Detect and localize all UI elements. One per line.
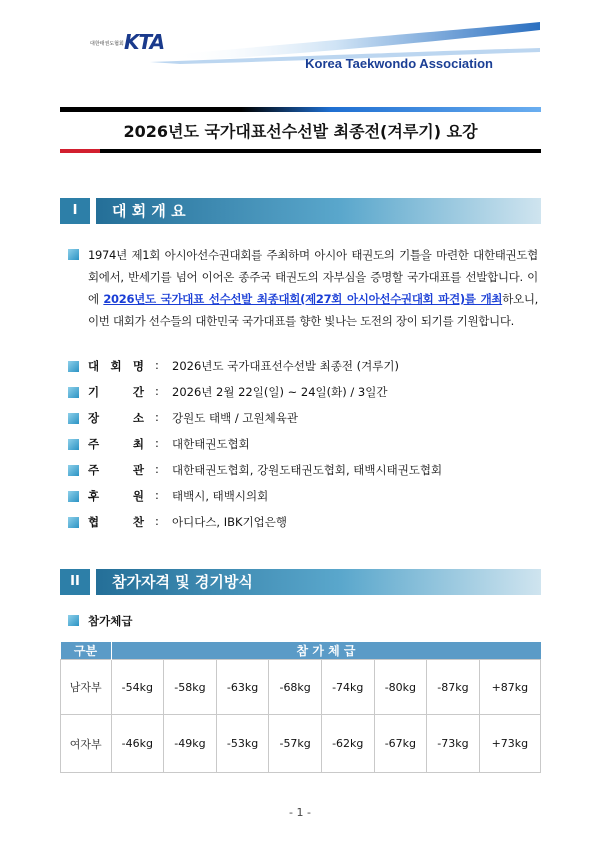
info-label	[88, 410, 144, 426]
info-label-char: 주	[88, 437, 100, 451]
weight-class-cell: -54kg	[111, 660, 164, 715]
weight-class-cell: -57kg	[269, 715, 322, 773]
bullet-icon	[68, 361, 79, 372]
info-value: 태백시, 태백시의회	[172, 489, 269, 503]
info-row	[0, 462, 600, 482]
info-row	[0, 514, 600, 534]
info-label-char: 주	[88, 463, 100, 477]
info-label-char: 장	[88, 411, 100, 425]
info-label-char: 관	[132, 463, 144, 477]
info-value: 강원도 태백 / 고원체육관	[172, 411, 298, 425]
weight-class-cell: -46kg	[111, 715, 164, 773]
info-colon: :	[155, 410, 159, 424]
bullet-icon	[68, 439, 79, 450]
weight-class-table	[60, 642, 541, 773]
weight-class-cell: -80kg	[374, 660, 427, 715]
weight-class-cell: -87kg	[427, 660, 480, 715]
intro-text-1: 1974년 제1회 아시아선수권대회를 주최하며 아시아 태권도의 기틀을 마련한 대한태권도협회에서, 반세기를 넘어 이어온 종주국 태권도의 자부심을 증명할 국가대표를 선발합니다. 이에	[88, 248, 538, 306]
info-colon: :	[155, 514, 159, 528]
info-value: 아디다스, IBK기업은행	[172, 515, 288, 529]
weight-class-cell: -58kg	[164, 660, 217, 715]
weight-class-cell: -74kg	[321, 660, 374, 715]
bullet-icon	[68, 517, 79, 528]
info-value: 2026년 2월 22일(일) ~ 24일(화) / 3일간	[172, 385, 388, 399]
info-label-char: 원	[132, 489, 144, 503]
info-label	[88, 488, 144, 504]
info-colon: :	[155, 384, 159, 398]
table-row	[61, 715, 541, 773]
bullet-icon	[68, 249, 79, 260]
kta-logo	[90, 30, 170, 58]
info-label-char: 후	[88, 489, 100, 503]
info-label-char: 간	[132, 385, 144, 399]
info-label-char: 회	[110, 359, 122, 373]
weight-class-cell: -49kg	[164, 715, 217, 773]
bullet-icon	[68, 491, 79, 502]
section-2-title: 참가자격 및 경기방식	[96, 569, 541, 595]
logo-text: KTA	[124, 30, 165, 54]
info-value: 2026년도 국가대표선수선발 최종전 (겨루기)	[172, 359, 399, 373]
table-header-classes: 참 가 체 급	[111, 642, 541, 660]
title-bottom-rule	[60, 149, 541, 153]
table-header-category: 구분	[61, 642, 112, 660]
bullet-icon	[68, 615, 79, 626]
info-colon: :	[155, 488, 159, 502]
page-number: - 1 -	[289, 806, 311, 819]
info-value: 대한태권도협회	[172, 437, 250, 451]
weight-class-cell: -67kg	[374, 715, 427, 773]
association-name: Korea Taekwondo Association	[305, 56, 493, 71]
intro-highlight: 2026년도 국가대표 선수선발 최종대회(제27회 아시아선수권대회 파견)를 개최	[103, 292, 503, 306]
info-row	[0, 410, 600, 430]
info-label-char: 소	[132, 411, 144, 425]
weight-class-cell: +87kg	[479, 660, 540, 715]
info-label-char: 기	[88, 385, 100, 399]
intro-paragraph	[88, 244, 538, 332]
info-colon: :	[155, 436, 159, 450]
section-2-number: II	[60, 569, 90, 595]
info-label	[88, 384, 144, 400]
info-label	[88, 462, 144, 478]
row-label: 여자부	[61, 715, 112, 773]
weight-class-cell: -73kg	[427, 715, 480, 773]
weight-class-cell: -68kg	[269, 660, 322, 715]
weight-class-cell: -63kg	[216, 660, 269, 715]
title-bottom-rule-accent	[60, 149, 100, 153]
info-row	[0, 384, 600, 404]
weight-class-cell: -53kg	[216, 715, 269, 773]
weight-class-cell: +73kg	[479, 715, 540, 773]
row-label: 남자부	[61, 660, 112, 715]
table-row	[61, 660, 541, 715]
section-1-title: 대 회 개 요	[96, 198, 541, 224]
info-label-char: 최	[132, 437, 144, 451]
weight-class-cell: -62kg	[321, 715, 374, 773]
weight-class-subtitle: 참가체급	[88, 614, 133, 628]
info-label-char: 협	[88, 515, 100, 529]
info-row	[0, 488, 600, 508]
info-colon: :	[155, 358, 159, 372]
info-label	[88, 436, 144, 452]
info-label-char: 찬	[132, 515, 144, 529]
intro-text-2: 하오니, 이번 대회가 선수들의 대한민국 국가대표를 향한 빛나는 도전의 장이 되기를 기원합니다.	[88, 292, 538, 328]
bullet-icon	[68, 387, 79, 398]
bullet-icon	[68, 413, 79, 424]
info-value: 대한태권도협회, 강원도태권도협회, 태백시태권도협회	[172, 463, 443, 477]
info-colon: :	[155, 462, 159, 476]
logo-org-name: 대한태권도협회	[90, 41, 124, 47]
info-row	[0, 436, 600, 456]
document-title: 2026년도 국가대표선수선발 최종전(겨루기) 요강	[123, 122, 478, 141]
info-row	[0, 358, 600, 378]
info-label-char: 명	[132, 359, 144, 373]
info-label	[88, 514, 144, 530]
title-top-rule-accent	[241, 107, 541, 112]
section-1-number: I	[60, 198, 90, 224]
info-label-char: 대	[88, 359, 100, 373]
info-label	[88, 358, 144, 374]
bullet-icon	[68, 465, 79, 476]
